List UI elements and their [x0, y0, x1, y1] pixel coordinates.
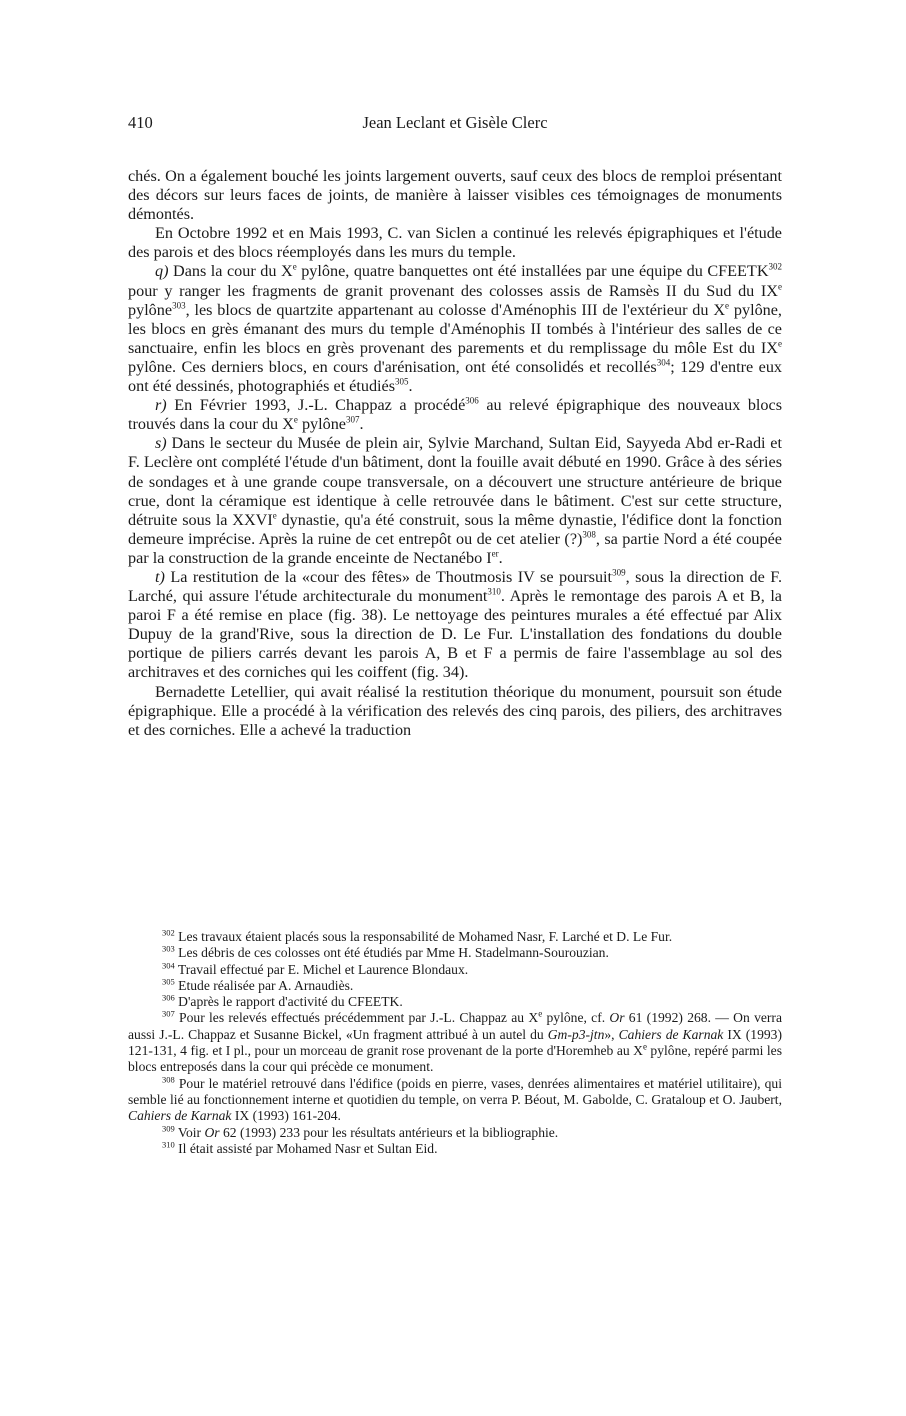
footnote-308: $^{308}$ Pour le matériel retrouvé dans l'édifice (poids en pierre, vases, denrées alimentaires et matériel utilitaire), qui semble lié au fonctionnement interne et quotidien du temple, on verra P. Béout, M. Gabolde, C. Grataloup et O. Jaubert, Cahiers de Karnak IX (1993) 161-204. — [128, 1074, 782, 1124]
paragraph-q: q) Dans la cour du Xe pylône, quatre banquettes ont été installées par une équipe du CFEETK$^{302}$ pour y ranger les fragments de granit provenant des colosses assis de Ramsès II du Sud du IXe pylône$^{303}$, les blocs de quartzite appartenant au colosse d'Aménophis III de l'extérieur du Xe pylône, les blocs en grès émanant des murs du temple d'Aménophis II tombés à l'intérieur des salles de ce sanctuaire, enfin les blocs en grès provenant des parements et du remplissage du môle Est du IXe pylône. Ces derniers blocs, en cours d'arénisation, ont été consolidés et recollés$^{304}$; 129 d'entre eux ont été dessinés, photographiés et étudiés$^{305}$. — [128, 262, 783, 396]
footnote-310: $^{310}$ Il était assisté par Mohamed Nasr et Sultan Eid. — [162, 1139, 438, 1156]
footnote-304: $^{304}$ Travail effectué par E. Michel et Laurence Blondaux. — [162, 960, 469, 977]
footnote-ref-309[interactable]: 309 — [612, 567, 626, 578]
footnote-ref-302[interactable]: 302 — [768, 262, 783, 273]
footnote-ref-308[interactable]: 308 — [582, 529, 596, 540]
section-label-t: t) — [155, 567, 165, 586]
journal-title: Cahiers de Karnak — [618, 1026, 724, 1042]
footnote-ref-306[interactable]: 306 — [465, 395, 479, 406]
paragraph-t: t) La restitution de la «cour des fêtes» de Thoutmosis IV se poursuit$^{309}$, sous la direction de F. Larché, qui assure l'étude architecturale du monument$^{310}$. Après le remontage des parois A et B, la paroi F a été remise en place (fig. 38). Le nettoyage des peintures murales a été effectué par Alix Dupuy de la grand'Rive, sous la direction de D. Le Fur. L'installation des fondations du double portique de piliers carrés devant les parois A, B et F a permis de faire l'assemblage au sol des architraves et des corniches qui les coiffent (fig. 34). — [128, 567, 782, 682]
footnote-ref-305[interactable]: 305 — [395, 376, 409, 387]
footnote-ref-303[interactable]: 303 — [172, 300, 186, 311]
footnote-ref-310[interactable]: 310 — [487, 586, 501, 597]
section-label-r: r) — [155, 396, 167, 415]
running-title: Jean Leclant et Gisèle Clerc — [362, 113, 548, 132]
footnotes-section — [128, 929, 782, 1157]
section-label-s: s) — [155, 434, 167, 453]
section-label-q: q) — [155, 262, 169, 281]
page-header — [128, 113, 782, 137]
journal-title: Cahiers de Karnak — [128, 1108, 232, 1124]
footnote-309: $^{309}$ Voir Or 62 (1993) 233 pour les résultats antérieurs et la bibliographie. — [162, 1123, 559, 1140]
paragraph-letellier: Bernadette Letellier, qui avait réalisé la restitution théorique du monument, poursuit son étude épigraphique. Elle a procédé à la vérification des relevés des cinq parois, des piliers, des architraves et des corniches. Elle a achevé la traduction — [128, 682, 782, 739]
paragraph-r: r) En Février 1993, J.-L. Chappaz a procédé$^{306}$ au relevé épigraphique des nouveaux blocs trouvés dans la cour du Xe pylône$^{307}$. — [128, 395, 782, 434]
paragraph-continued: chés. On a également bouché les joints largement ouverts, sauf ceux des blocs de remploi présentant des décors sur leurs faces de joints, de manière à laisser visibles ces témoignages de monuments démontés. — [128, 167, 782, 224]
footnote-305: $^{305}$ Etude réalisée par A. Arnaudiès. — [162, 976, 354, 993]
footnote-302: $^{302}$ Les travaux étaient placés sous la responsabilité de Mohamed Nasr, F. Larché et D. Le Fur. — [162, 927, 673, 944]
paragraph-van-siclen: En Octobre 1992 et en Mais 1993, C. van Siclen a continué les relevés épigraphiques et l'étude des parois et des blocs réemployés dans les murs du temple. — [128, 224, 782, 262]
main-text — [128, 167, 782, 740]
footnote-ref-307[interactable]: 307 — [346, 414, 360, 425]
footnote-306: $^{306}$ D'après le rapport d'activité du CFEETK. — [162, 992, 403, 1010]
page-number: 410 — [128, 113, 153, 132]
footnote-ref-304[interactable]: 304 — [656, 357, 671, 368]
footnote-303: $^{303}$ Les débris de ces colosses ont été étudiés par Mme H. Stadelmann-Sourouzian. — [162, 943, 609, 961]
paragraph-s: s) Dans le secteur du Musée de plein air, Sylvie Marchand, Sultan Eid, Sayyeda Abd er-Radi et F. Leclère ont complété l'étude d'un bâtiment, dont la fouille avait débuté en 1990. Grâce à des séries de sondages et à une grande coupe transversale, on a découvert une structure antérieure de brique crue, dont la céramique est identique à celle retrouvée dans le bâtiment. C'est sur cette structure, détruite sous la XXVIe dynastie, qu'a été construit, sous la même dynastie, l'édifice dont la fonction demeure imprécise. Après la ruine de cet entrepôt ou de cet atelier (?)$^{308}$, sa partie Nord a été coupée par la construction de la grande enceinte de Nectanébo Ier. — [128, 434, 782, 567]
footnote-307: $^{307}$ Pour les relevés effectués précédemment par J.-L. Chappaz au Xe pylône, cf. Or 61 (1992) 268. — On verra aussi J.-L. Chappaz et Susanne Bickel, «Un fragment attribué à un autel du Gm-p3-jtn», Cahiers de Karnak IX (1993) 121-131, 4 fig. et I pl., pour un morceau de granit rose provenant de la porte d'Horemheb au Xe pylône, repéré parmi les blocs entreposés dans la cour qui précède ce monument. — [128, 1008, 782, 1075]
